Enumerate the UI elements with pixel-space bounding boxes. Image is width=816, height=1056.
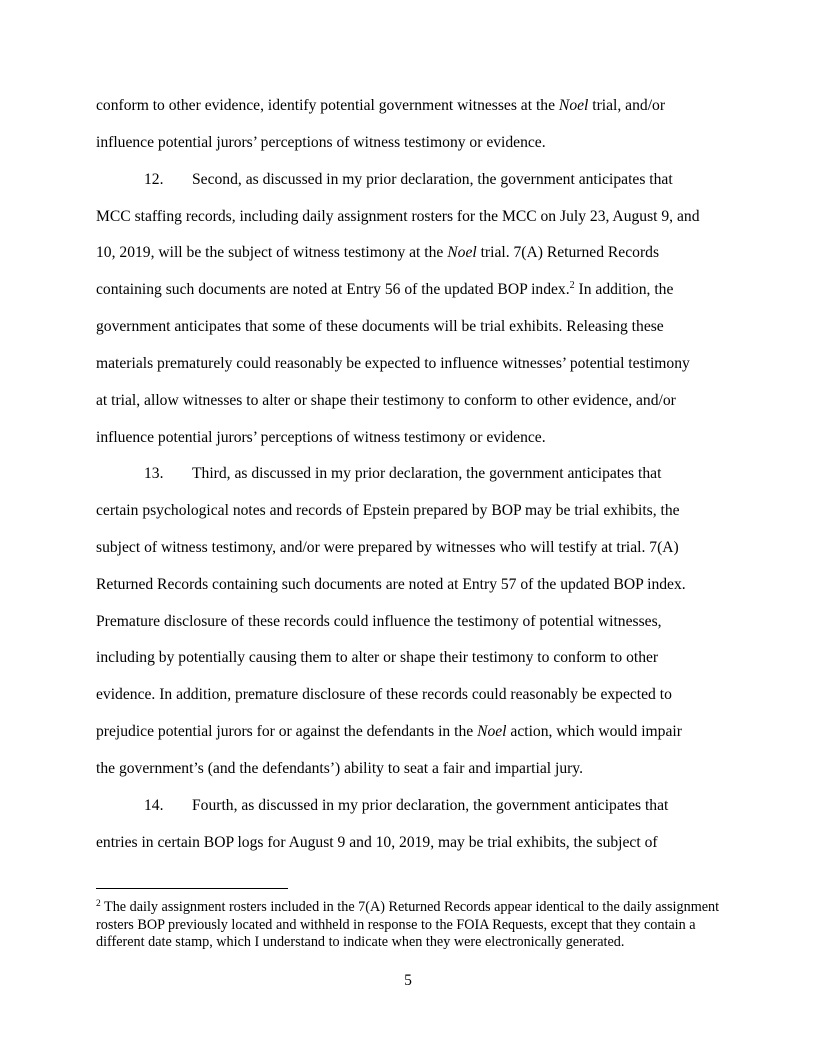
body-line: evidence. In addition, premature disclosure of these records could reasonably be expected to <box>96 686 672 703</box>
footnote-text: The daily assignment rosters included in the 7(A) Returned Records appear identical to the daily assignment rosters BOP previously located and withheld in response to the FOIA Requests, except that they contain a different date stamp, which I understand to indicate when they were electronically generated. <box>96 899 720 950</box>
body-line <box>96 97 665 115</box>
body-line: at trial, allow witnesses to alter or shape their testimony to conform to other evidence, and/or <box>96 392 676 409</box>
body-line: Third, as discussed in my prior declaration, the government anticipates that <box>192 465 662 482</box>
body-line: influence potential jurors’ perceptions of witness testimony or evidence. <box>96 134 546 151</box>
body-line: subject of witness testimony, and/or were prepared by witnesses who will testify at trial. 7(A) <box>96 539 679 556</box>
text-run: trial, and/or <box>588 97 666 114</box>
footnote-separator <box>96 888 288 889</box>
text-run: In addition, the <box>574 281 674 298</box>
body-line: the government’s (and the defendants’) ability to seat a fair and impartial jury. <box>96 760 583 777</box>
body-line: certain psychological notes and records of Epstein prepared by BOP may be trial exhibits, the <box>96 502 680 519</box>
body-line: Returned Records containing such documents are noted at Entry 57 of the updated BOP index. <box>96 576 686 593</box>
footnote-reference[interactable]: 2 <box>569 280 575 291</box>
body-line: materials prematurely could reasonably be expected to influence witnesses’ potential testimony <box>96 355 690 372</box>
text-run: containing such documents are noted at Entry 56 of the updated BOP index. <box>96 281 570 298</box>
body-line: Fourth, as discussed in my prior declaration, the government anticipates that <box>192 797 669 814</box>
body-line: Second, as discussed in my prior declaration, the government anticipates that <box>192 171 673 188</box>
body-line: MCC staffing records, including daily assignment rosters for the MCC on July 23, August 9, and <box>96 208 700 225</box>
body-line: government anticipates that some of these documents will be trial exhibits. Releasing these <box>96 318 664 335</box>
text-run: conform to other evidence, identify potential government witnesses at the <box>96 97 559 114</box>
body-line: Premature disclosure of these records could influence the testimony of potential witnesses, <box>96 613 662 630</box>
body-line <box>96 281 673 299</box>
case-name-italic: Noel <box>558 97 589 114</box>
body-line: influence potential jurors’ perceptions of witness testimony or evidence. <box>96 429 546 446</box>
page-number: 5 <box>404 972 412 989</box>
footnote <box>96 899 736 952</box>
body-line <box>96 244 659 262</box>
footnote-marker: 2 <box>96 899 101 909</box>
paragraph-number-14: 14. <box>144 797 164 814</box>
body-line: including by potentially causing them to alter or shape their testimony to conform to other <box>96 649 659 666</box>
text-run: prejudice potential jurors for or against the defendants in the <box>96 723 478 740</box>
case-name-italic: Noel <box>447 244 477 261</box>
text-run: trial. 7(A) Returned Records <box>476 244 660 261</box>
paragraph-number-12: 12. <box>144 171 164 188</box>
body-line: entries in certain BOP logs for August 9 and 10, 2019, may be trial exhibits, the subject of <box>96 834 658 851</box>
text-run: 10, 2019, will be the subject of witness testimony at the <box>96 244 448 261</box>
paragraph-number-13: 13. <box>144 465 164 482</box>
text-run: action, which would impair <box>506 723 682 740</box>
case-name-italic: Noel <box>477 723 507 740</box>
body-line <box>96 723 682 741</box>
